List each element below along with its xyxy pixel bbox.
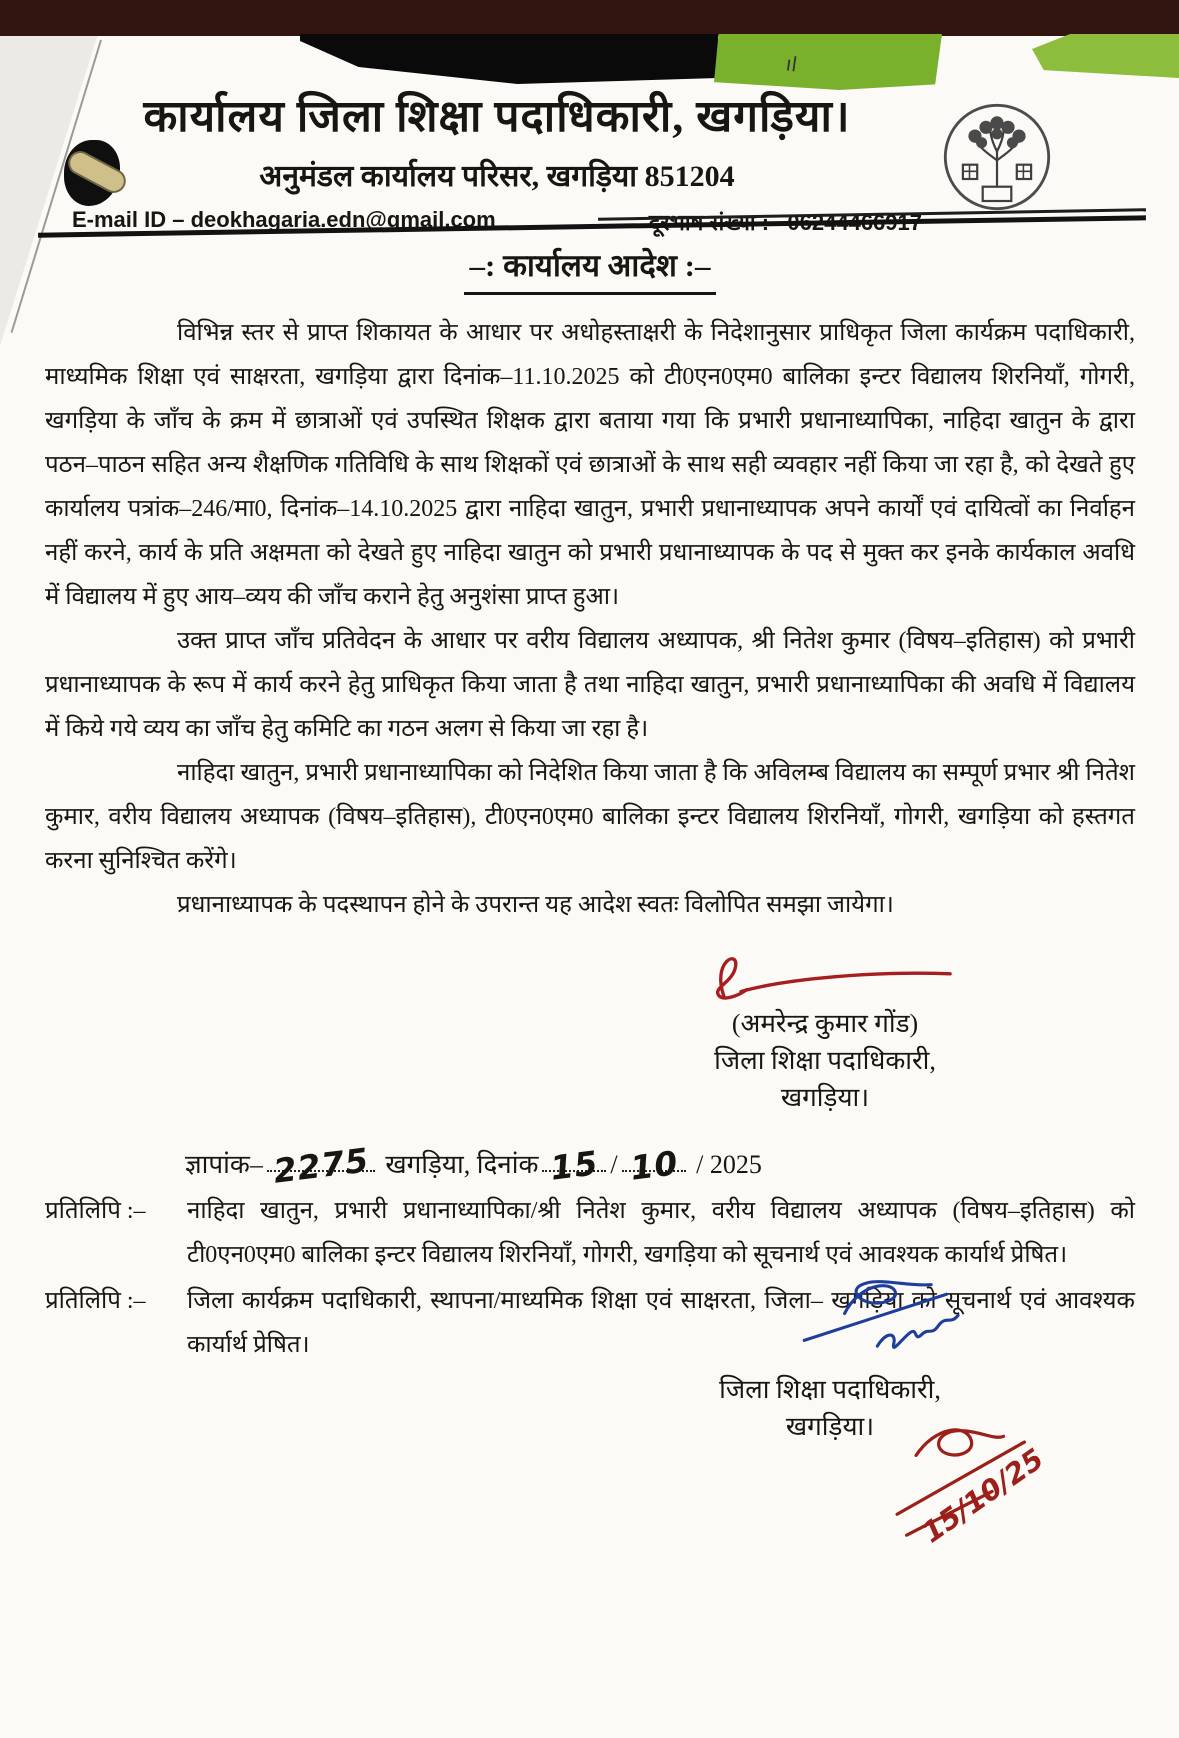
photo-background-green-patch-right bbox=[1032, 34, 1179, 78]
memo-middle: खगड़िया, दिनांक bbox=[385, 1150, 539, 1179]
signature-block-bottom bbox=[645, 1371, 1050, 1544]
memo-year: / 2025 bbox=[696, 1150, 762, 1179]
officer-place: खगड़िया। bbox=[780, 1083, 870, 1112]
copy-label: प्रतिलिपि :– bbox=[45, 1198, 146, 1224]
bottom-place: खगड़िया। bbox=[785, 1412, 875, 1441]
bottom-designation: जिला शिक्षा पदाधिकारी, bbox=[719, 1375, 941, 1404]
photo-background-black-wedge bbox=[300, 34, 718, 84]
handwritten-day: 15 bbox=[548, 1143, 602, 1188]
order-paragraph-3: नाहिदा खातुन, प्रभारी प्रधानाध्यापिका को निदेशित किया जाता है कि अविलम्ब विद्यालय का सम्पूर्ण प्रभार श्री नितेश कुमार, वरीय विद्यालय अध्यापक (विषय–इतिहास), टी0एन0एम0 बालिका इन्टर विद्यालय शिरनियाँ, गोगरी, खगड़िया को हस्तगत करना सुनिश्चित करेंगे। bbox=[45, 760, 1135, 874]
handwritten-month: 10 bbox=[627, 1143, 681, 1188]
red-ink-signature bbox=[675, 943, 975, 1013]
handwritten-date: 15/10/25 bbox=[916, 1442, 1050, 1544]
pen-tick-mark: ıl bbox=[784, 51, 799, 77]
office-address: अनुमंडल कार्यालय परिसर, खगड़िया 851204 bbox=[259, 160, 735, 193]
memo-prefix: ज्ञापांक– bbox=[185, 1150, 263, 1179]
office-title: कार्यालय जिला शिक्षा पदाधिकारी, खगड़िया। bbox=[143, 92, 851, 141]
officer-name: (अमरेन्द्र कुमार गोंड) bbox=[731, 1009, 919, 1038]
order-heading: –: कार्यालय आदेश :– bbox=[45, 244, 1135, 295]
document-body bbox=[45, 244, 1135, 1544]
memo-separator: / bbox=[610, 1150, 618, 1179]
signature-block-officer bbox=[625, 943, 1025, 1116]
copy-row-1 bbox=[45, 1189, 1135, 1277]
officer-designation: जिला शिक्षा पदाधिकारी, bbox=[714, 1046, 936, 1075]
copy-label: प्रतिलिपि :– bbox=[45, 1288, 146, 1314]
memo-day-field bbox=[542, 1140, 606, 1188]
memo-number-line bbox=[185, 1140, 1135, 1191]
order-paragraph-2: उक्त प्राप्त जाँच प्रतिवेदन के आधार पर वरीय विद्यालय अध्यापक, श्री नितेश कुमार (विषय–इतिहास) को प्रभारी प्रधानाध्यापक के रूप में कार्य करने हेतु प्राधिकृत किया जाता है तथा नाहिदा खातुन, प्रभारी प्रधानाध्यापिका की अवधि में विद्यालय में किये गये व्यय का जाँच हेतु कमिटि का गठन अलग से किया जा रहा है। bbox=[45, 628, 1135, 742]
photo-background-green-patch bbox=[714, 34, 942, 90]
copy-text: नाहिदा खातुन, प्रभारी प्रधानाध्यापिका/श्री नितेश कुमार, वरीय विद्यालय अध्यापक (विषय–इतिहास) को टी0एन0एम0 बालिका इन्टर विद्यालय शिरनियाँ, गोगरी, खगड़िया को सूचनार्थ एवं आवश्यक कार्यार्थ प्रेषित। bbox=[187, 1198, 1135, 1268]
copy-text: जिला कार्यक्रम पदाधिकारी, स्थापना/माध्यमिक शिक्षा एवं साक्षरता, जिला– खगड़िया को सूचनार्थ एवं आवश्यक कार्यार्थ प्रेषित। bbox=[187, 1288, 1135, 1358]
memo-month-field bbox=[622, 1140, 686, 1188]
photo-background-strip bbox=[0, 0, 1179, 36]
bihar-tree-seal-icon bbox=[942, 98, 1052, 216]
order-paragraph-1: विभिन्न स्तर से प्राप्त शिकायत के आधार पर अधोहस्ताक्षरी के निदेशानुसार प्राधिकृत जिला कार्यक्रम पदाधिकारी, माध्यमिक शिक्षा एवं साक्षरता, खगड़िया द्वारा दिनांक–11.10.2025 को टी0एन0एम0 बालिका इन्टर विद्यालय शिरनियाँ, गोगरी, खगड़िया के जाँच के क्रम में छात्राओं एवं उपस्थित शिक्षक द्वारा बताया गया कि प्रभारी प्रधानाध्यापिका, नाहिदा खातुन के द्वारा पठन–पाठन सहित अन्य शैक्षणिक गतिविधि के साथ शिक्षकों एवं छात्राओं के साथ सही व्यवहार नहीं किया जा रहा है, को देखते हुए कार्यालय पत्रांक–246/मा0, दिनांक–14.10.2025 द्वारा नाहिदा खातुन, प्रभारी प्रधानाध्यापक अपने कार्यों एवं दायित्वों का निर्वाहन नहीं करने, कार्य के प्रति अक्षमता को देखते हुए नाहिदा खातुन को प्रभारी प्रधानाध्यापक के पद से मुक्त कर इनके कार्यकाल अवधि में विद्यालय में हुए आय–व्यय की जाँच कराने हेतु अनुशंसा प्राप्त हुआ। bbox=[45, 320, 1135, 610]
email-label: E-mail ID – deokhagaria.edn@gmail.com bbox=[72, 207, 496, 232]
memo-number-field bbox=[267, 1140, 375, 1191]
blue-ink-signature bbox=[785, 1275, 1035, 1410]
handwritten-memo-number: 2275 bbox=[271, 1140, 372, 1191]
order-paragraph-4: प्रधानाध्यापक के पदस्थापन होने के उपरान्त यह आदेश स्वतः विलोपित समझा जायेगा। bbox=[177, 892, 894, 918]
red-ink-signature-dated bbox=[880, 1399, 1070, 1554]
